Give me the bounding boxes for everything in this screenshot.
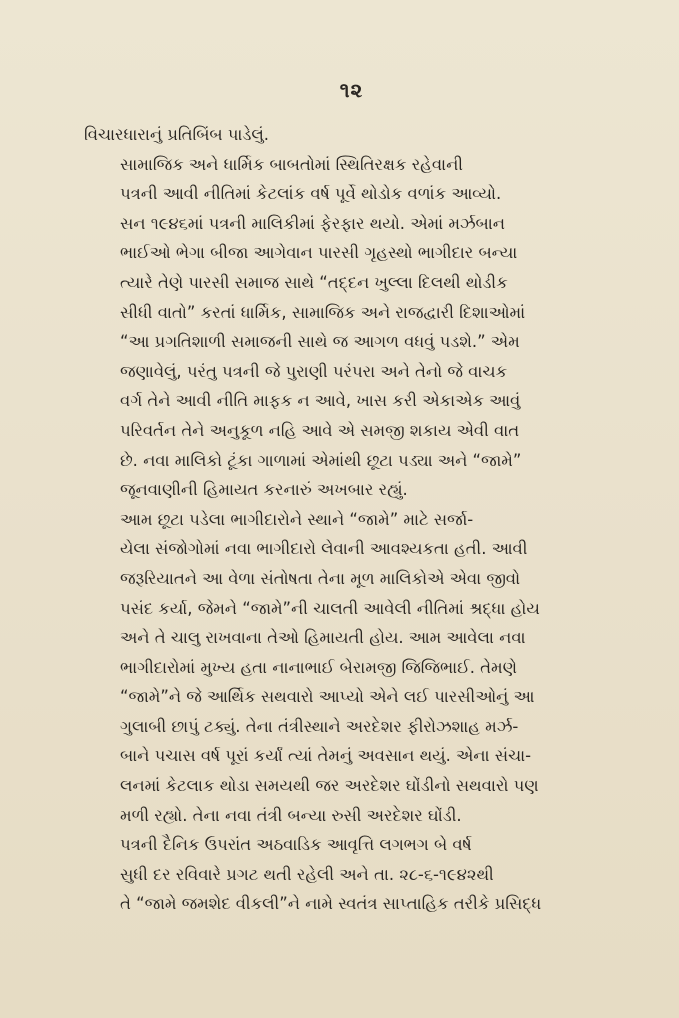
text-line: જણાવેલું, પરંતુ પત્રની જે પુરાણી પરંપરા અને તેનો જે વાચક: [120, 361, 508, 381]
text-line: સન ૧૯૪૬માં પત્રની માલિકીમાં ફેરફાર થયો. એમાં મર્ઝબાન: [120, 213, 505, 233]
text-line: બાને પચાસ વર્ષ પૂરાં કર્યાં ત્યાં તેમનું અવસાન થયું. એના સંચા-: [120, 746, 532, 766]
paragraph: [84, 830, 619, 919]
text-line: છે. નવા માલિકો ટૂંકા ગાળામાં એમાંથી છૂટા પડ્યા અને “જામે”: [120, 450, 522, 470]
text-line: ગુલાબી છાપું ટક્યું. તેના તંત્રીસ્થાને અરદેશર ફીરોઝશાહ મર્ઝ-: [120, 716, 519, 736]
text-line: પત્રની આવી નીતિમાં કેટલાંક વર્ષ પૂર્વે થોડોક વળાંક આવ્યો.: [120, 184, 502, 204]
text-line: અને તે ચાલુ રાખવાના તેઓ હિમાયતી હોય. આમ આવેલા નવા: [120, 628, 526, 648]
paragraph: [84, 150, 619, 505]
text-line: સીધી વાતો” કરતાં ધાર્મિક, સામાજિક અને રાજદ્વારી દિશાઓમાં: [120, 302, 526, 322]
text-line: આમ છૂટા પડેલા ભાગીદારોને સ્થાને “જામે” માટે સર્જા-: [120, 509, 474, 529]
text-line: લનમાં કેટલાક થોડા સમયથી જર અરદેશર ઘોંડીનો સથવારો પણ: [120, 776, 539, 796]
paragraph: [84, 120, 619, 150]
text-line: ભાઈઓ ભેગા બીજા આગેવાન પારસી ગૃહસ્થો ભાગીદાર બન્યા: [120, 243, 518, 263]
text-line: ત્યારે તેણે પારસી સમાજ સાથે “તદ્દન ખુલ્લા દિલથી થોડીક: [120, 272, 508, 292]
page-number: ૧૨: [339, 78, 364, 102]
text-line: જૂનવાણીની હિમાયત કરનારું અખબાર રહ્યું.: [120, 480, 408, 500]
text-line: “આ પ્રગતિશાળી સમાજની સાથે જ આગળ વધવું પડશે.” એમ: [120, 332, 520, 352]
text-line: ભાગીદારોમાં મુખ્ય હતા નાનાભાઈ બેરામજી જિજિભાઈ. તેમણે: [120, 657, 517, 677]
text-line: પસંદ કર્યા, જેમને “જામે”ની ચાલતી આવેલી નીતિમાં શ્રદ્ધા હોય: [120, 598, 540, 618]
text-line: યેલા સંજોગોમાં નવા ભાગીદારો લેવાની આવશ્યકતા હતી. આવી: [120, 539, 528, 559]
body-text: [84, 120, 619, 919]
text-line: “જામે”ને જે આર્થિક સથવારો આપ્યો એને લઈ પારસીઓનું આ: [120, 687, 535, 707]
text-line: પરિવર્તન તેને અનુકૂળ નહિ આવે એ સમજી શકાય એવી વાત: [120, 420, 520, 440]
text-line: વિચારધારાનું પ્રતિબિંબ પાડેલું.: [84, 125, 269, 144]
text-line: પત્રની દૈનિક ઉપરાંત અઠવાડિક આવૃત્તિ લગભગ બે વર્ષ: [120, 835, 472, 855]
text-line: મળી રહ્યો. તેના નવા તંત્રી બન્યા રુસી અરદેશર ઘોંડી.: [120, 805, 462, 825]
text-line: જરૂરિયાતને આ વેળા સંતોષતા તેના મૂળ માલિકોએ એવા જીવો: [120, 568, 521, 588]
text-line: સુધી દર રવિવારે પ્રગટ થતી રહેલી અને તા. ૨૮-૬-૧૯૪૨થી: [120, 864, 494, 884]
text-line: વર્ગ તેને આવી નીતિ માફક ન આવે, ખાસ કરી એકાએક આવું: [120, 391, 521, 411]
paragraph: [84, 505, 619, 831]
text-line: તે “જામે જમશેદ વીકલી”ને નામે સ્વતંત્ર સાપ્તાહિક તરીકે પ્રસિદ્ધ: [120, 894, 542, 914]
text-line: સામાજિક અને ધાર્મિક બાબતોમાં સ્થિતિરક્ષક રહેવાની: [120, 154, 463, 174]
